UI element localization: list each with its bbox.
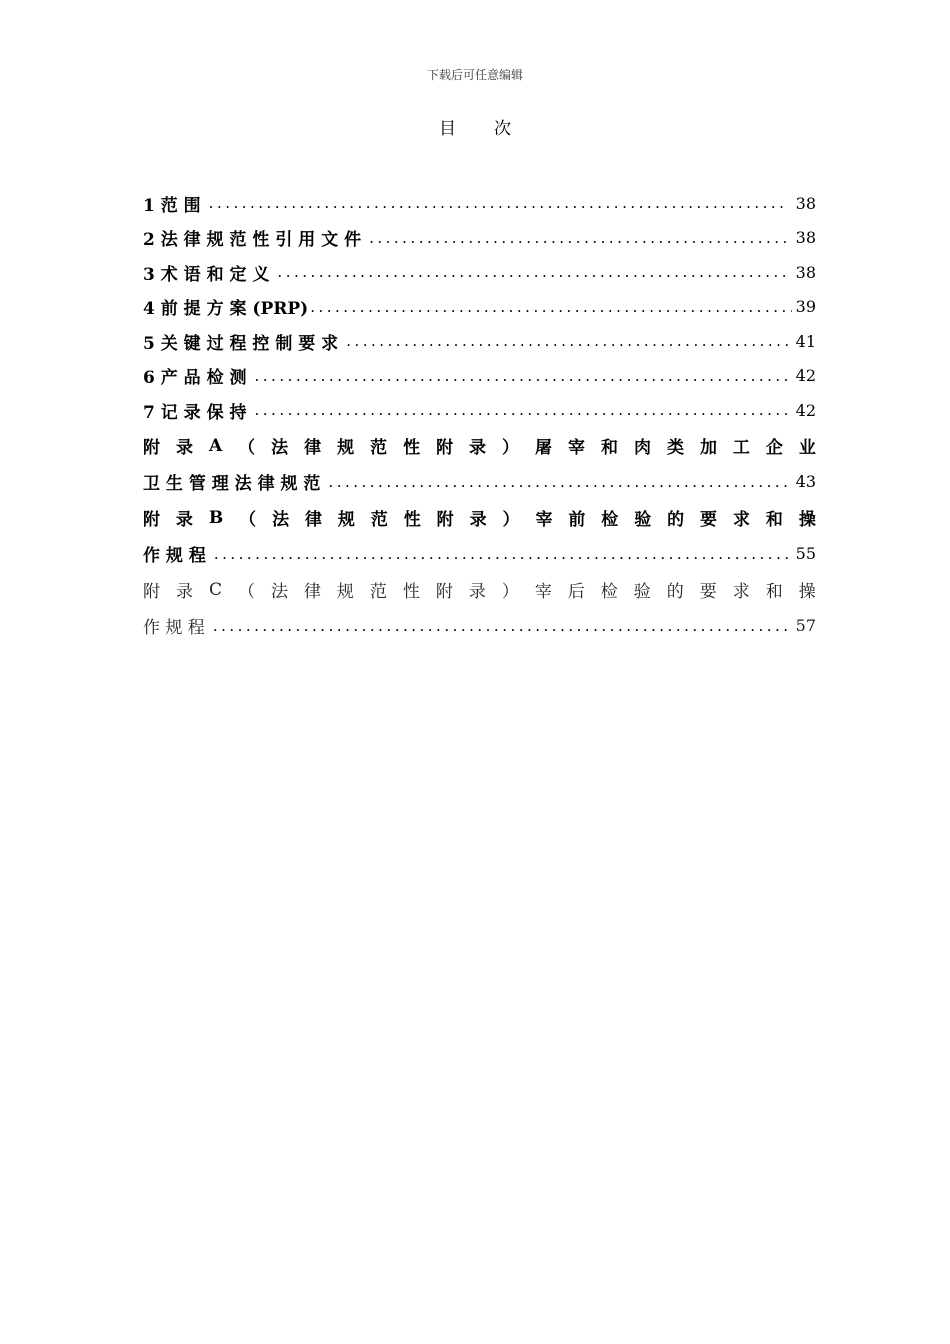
dot-leader — [213, 617, 788, 635]
toc-appendix-char: 肉 — [633, 438, 651, 458]
toc-appendix-char: 宰 — [568, 438, 585, 458]
toc-appendix-char: 录 — [469, 510, 487, 530]
header-note: 下载后可任意编辑 — [426, 68, 523, 82]
toc-entry-5[interactable] — [143, 324, 816, 359]
toc-appendix-char: 宰 — [534, 582, 552, 602]
toc-entry-label: 作 规 程 — [143, 546, 206, 566]
toc-appendix-char: 范 — [370, 510, 388, 530]
toc-entry-page: 57 — [795, 616, 816, 635]
toc-appendix-char: 律 — [304, 438, 322, 458]
toc-appendix-char: 业 — [798, 438, 816, 458]
toc-appendix-char: 检 — [601, 510, 619, 530]
toc-appendix-char: 的 — [666, 582, 684, 602]
toc-title-char-2: 次 — [494, 119, 511, 139]
toc-entry-label: 2 法 律 规 范 性 引 用 文 件 — [143, 230, 362, 251]
toc-appendix-char: 附 — [436, 438, 454, 458]
toc-appendix-char: C — [208, 579, 222, 600]
toc-appendix-b-line1[interactable] — [143, 500, 816, 536]
toc-appendix-char: 录 — [175, 582, 193, 602]
toc-appendix-char: 后 — [567, 582, 585, 602]
toc-appendix-char: （ — [238, 438, 256, 458]
toc-entry-label: 作 规 程 — [143, 618, 205, 638]
dot-leader — [328, 473, 788, 491]
toc-entry-label: 3 术 语 和 定 义 — [143, 264, 270, 285]
toc-entry-page: 38 — [795, 193, 816, 213]
toc-appendix-char: 操 — [798, 510, 816, 530]
toc-appendix-char: 附 — [143, 438, 160, 458]
dot-leader — [255, 401, 788, 419]
toc-appendix-char: 范 — [370, 438, 388, 458]
toc-appendix-char: 附 — [143, 510, 160, 530]
toc-entry-label: 4 前 提 方 案 (PRP) — [143, 299, 309, 320]
toc-appendix-a-line1[interactable] — [143, 428, 816, 464]
toc-appendix-char: 录 — [468, 582, 486, 602]
toc-title — [0, 114, 950, 139]
toc-entry-page: 43 — [795, 472, 816, 491]
toc-entry-page: 42 — [795, 400, 816, 420]
toc-appendix-char: 附 — [143, 582, 160, 602]
toc-appendix-char: 工 — [732, 438, 750, 458]
toc-appendix-char: 和 — [765, 582, 783, 602]
toc-appendix-char: 要 — [699, 582, 717, 602]
toc-appendix-char: 性 — [402, 582, 420, 602]
dot-leader — [310, 298, 792, 316]
toc-entry-label: 5 关 键 过 程 控 制 要 求 — [143, 333, 339, 354]
toc-appendix-char: 规 — [337, 510, 355, 530]
toc-appendix-char: 宰 — [535, 510, 553, 530]
toc-appendix-char: 性 — [403, 510, 421, 530]
toc-appendix-char: 法 — [272, 510, 290, 530]
toc-appendix-char: 要 — [700, 510, 718, 530]
toc-appendix-char: 操 — [798, 582, 816, 602]
toc-appendix-char: 企 — [765, 438, 783, 458]
dot-leader — [346, 332, 788, 350]
toc-appendix-b-line2[interactable] — [143, 536, 816, 572]
toc-appendix-char: 的 — [667, 510, 685, 530]
toc-appendix-char: 验 — [634, 510, 652, 530]
toc-appendix-char: 录 — [469, 438, 487, 458]
toc-appendix-a-line2[interactable] — [143, 464, 816, 500]
toc-appendix-char: 检 — [600, 582, 618, 602]
toc-entry-page: 55 — [795, 544, 816, 563]
toc-appendix-char: （ — [237, 582, 255, 602]
toc-entry-2[interactable] — [143, 221, 816, 256]
toc-entry-7[interactable] — [143, 393, 816, 428]
toc-appendix-c-line1[interactable] — [143, 572, 816, 608]
toc-appendix-char: A — [208, 435, 223, 456]
toc-entry-page: 38 — [795, 262, 816, 282]
toc-appendix-char: 律 — [303, 582, 321, 602]
toc-appendix-char: 和 — [600, 438, 618, 458]
dot-leader — [209, 194, 788, 212]
toc-appendix-char: 录 — [175, 510, 193, 530]
dot-leader — [214, 545, 788, 563]
dot-leader — [369, 229, 788, 247]
toc-entry-page: 42 — [795, 366, 816, 386]
toc-appendix-char: 法 — [270, 582, 288, 602]
toc-appendix-char: 前 — [568, 510, 586, 530]
toc-entry-4[interactable] — [143, 290, 816, 325]
toc-entry-page: 38 — [795, 228, 816, 248]
toc-appendix-char: 和 — [765, 510, 783, 530]
toc-appendix-char: 范 — [369, 582, 387, 602]
toc-appendix-char: 屠 — [535, 438, 553, 458]
toc-entry-3[interactable] — [143, 255, 816, 290]
toc-appendix-char: 法 — [271, 438, 289, 458]
toc-entry-1[interactable] — [143, 186, 816, 221]
dot-leader — [277, 263, 788, 281]
toc-appendix-char: B — [208, 507, 224, 528]
toc-appendix-char: 求 — [732, 582, 750, 602]
toc-appendix-char: 附 — [436, 510, 454, 530]
toc-appendix-char: 加 — [699, 438, 717, 458]
toc-entry-label: 7 记 录 保 持 — [143, 402, 247, 423]
toc-entry-label: 卫 生 管 理 法 律 规 范 — [143, 474, 321, 494]
toc-appendix-c-line2[interactable] — [143, 608, 816, 644]
toc-appendix-char: 类 — [666, 438, 684, 458]
toc-appendix-char: ） — [502, 438, 520, 458]
toc-appendix-char: 性 — [403, 438, 421, 458]
toc-appendix-char: ） — [502, 510, 520, 530]
toc-appendix-char: ） — [501, 582, 519, 602]
toc-appendix-char: 规 — [336, 582, 354, 602]
toc-entry-page: 41 — [795, 331, 816, 351]
toc-entry-page: 39 — [795, 297, 816, 317]
toc-title-char-1: 目 — [439, 119, 456, 139]
toc-appendix-char: 规 — [337, 438, 355, 458]
toc-entry-label: 1 范 围 — [143, 195, 201, 216]
toc-entry-label: 6 产 品 检 测 — [143, 368, 247, 389]
toc-appendix-char: 附 — [435, 582, 453, 602]
toc-appendix-char: （ — [239, 510, 257, 530]
dot-leader — [255, 367, 788, 385]
toc-appendix-char: 求 — [732, 510, 750, 530]
toc-appendix-char: 验 — [633, 582, 651, 602]
toc-appendix-char: 律 — [304, 510, 322, 530]
toc-appendix-char: 录 — [175, 438, 193, 458]
toc-entry-6[interactable] — [143, 359, 816, 394]
table-of-contents — [143, 186, 816, 644]
